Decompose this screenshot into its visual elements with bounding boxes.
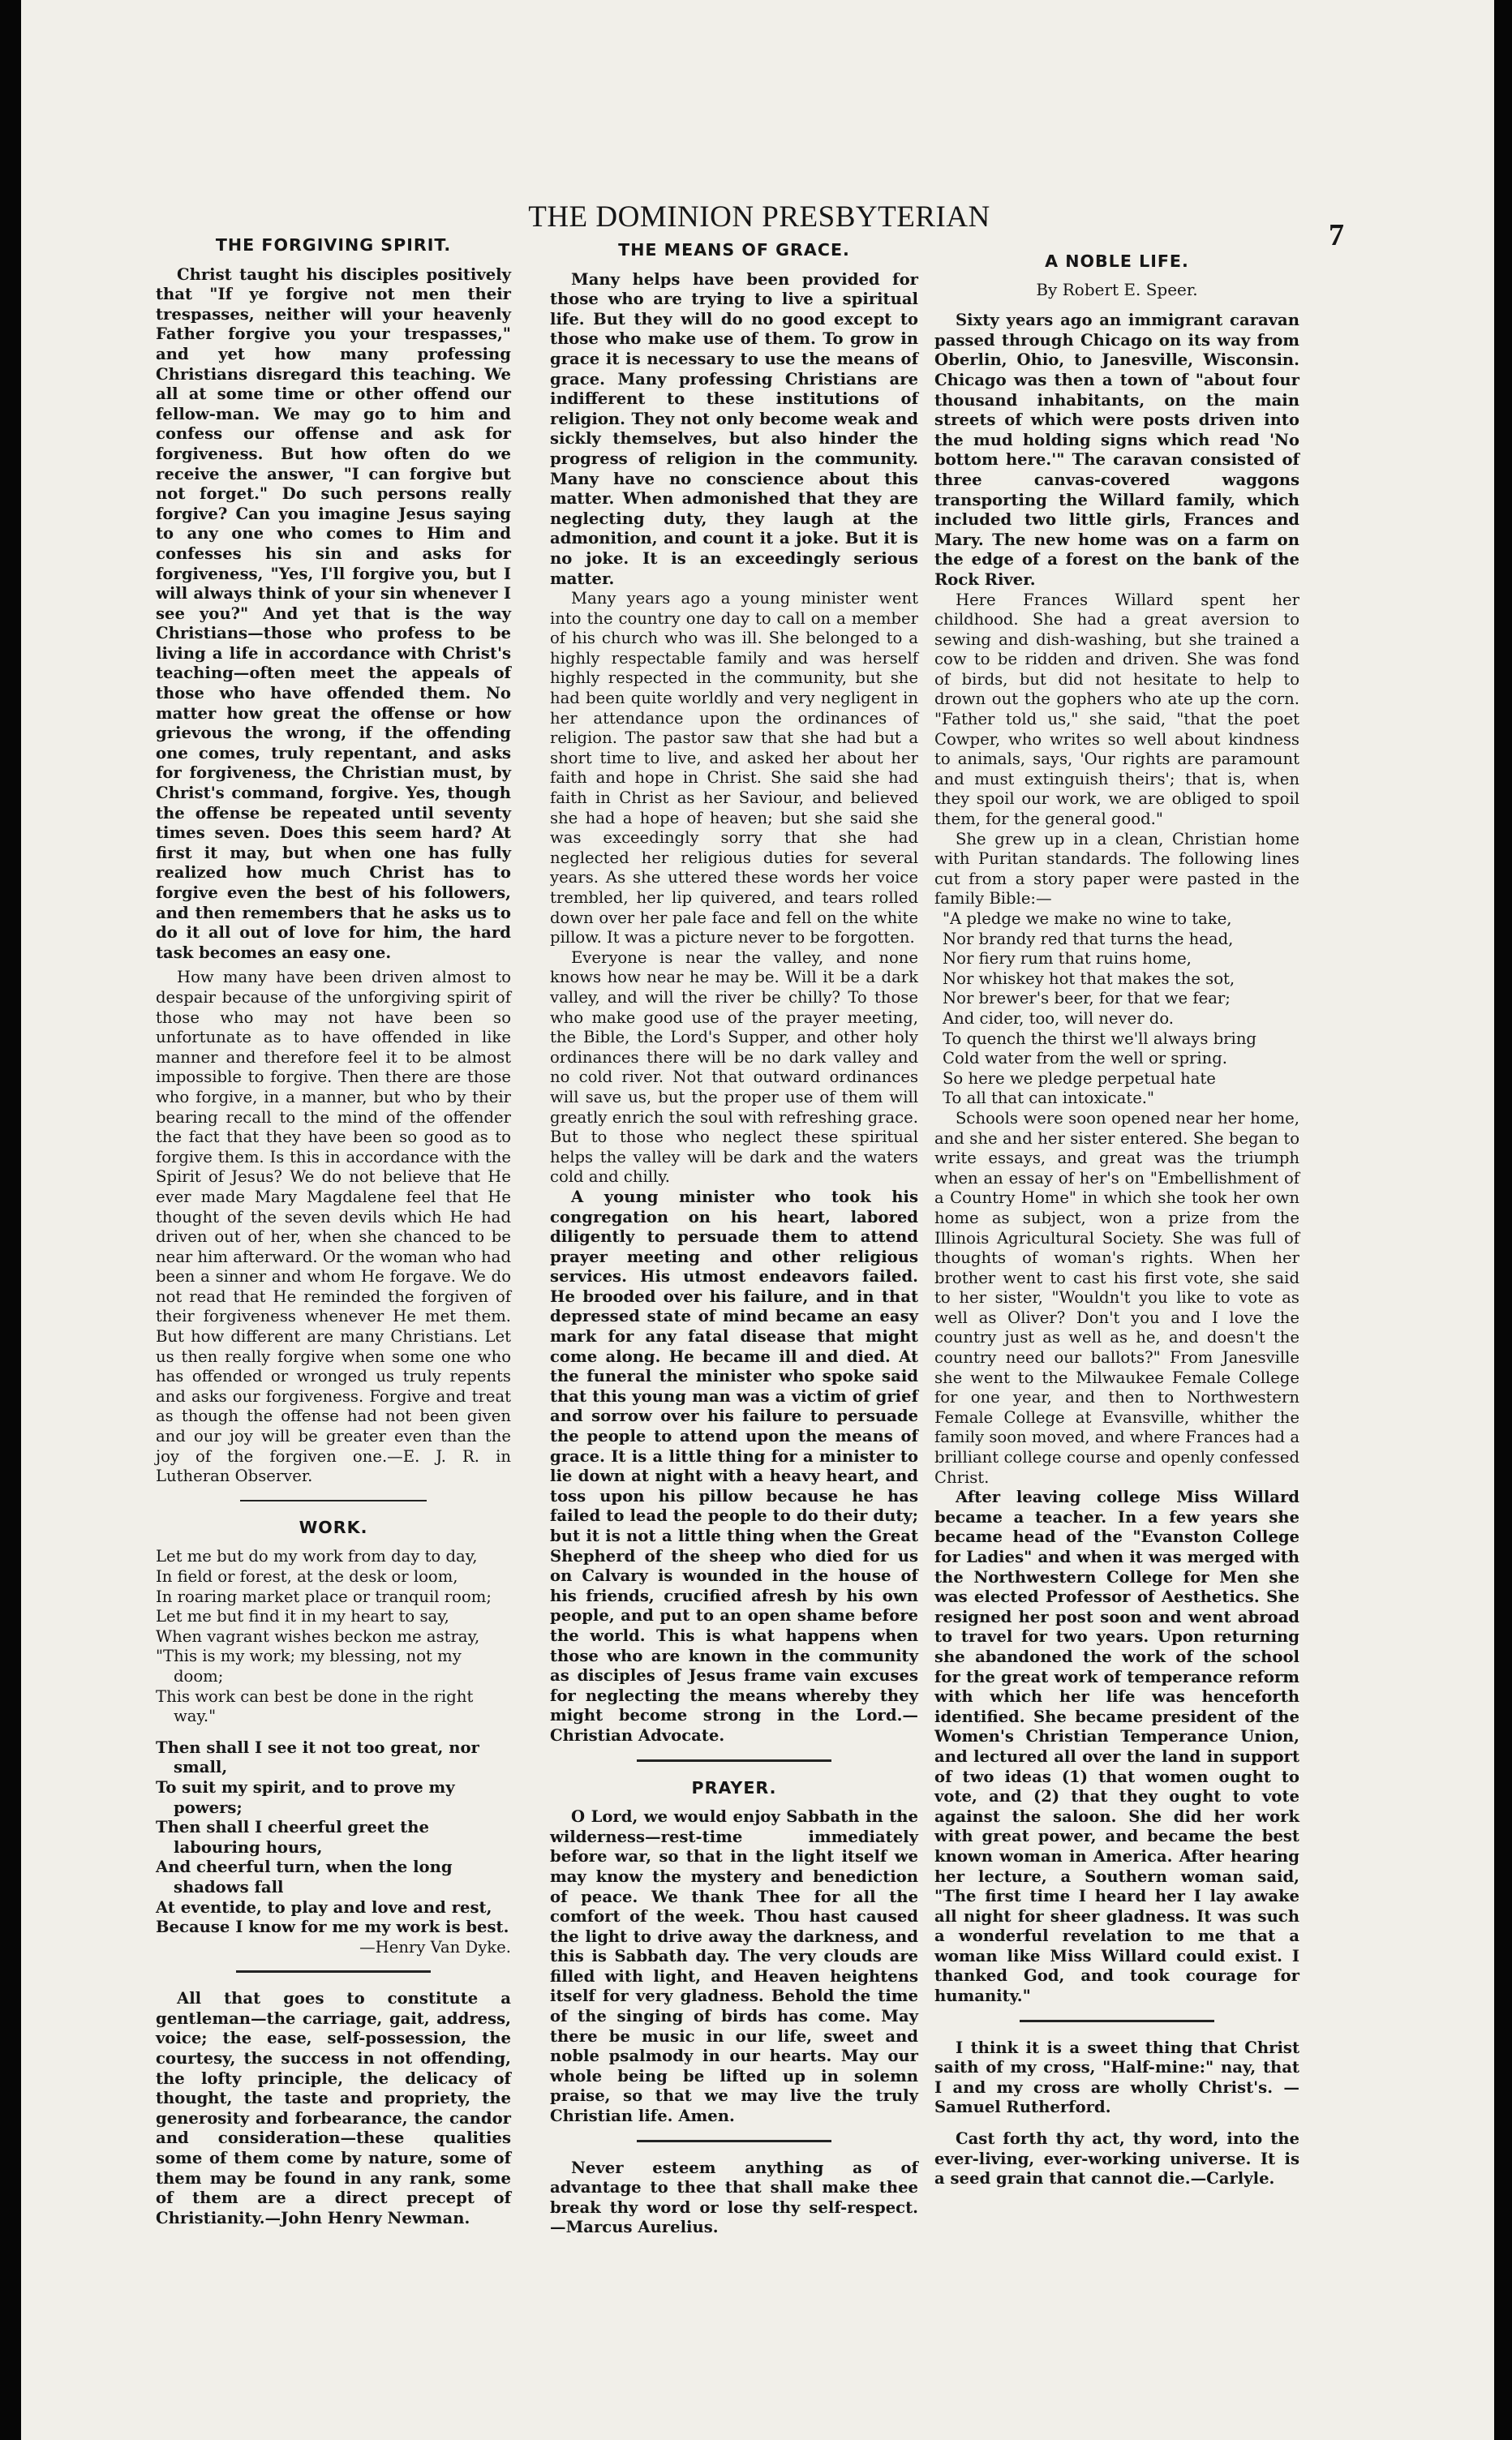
poem-line: To all that can intoxicate." <box>943 1089 1155 1108</box>
heading-means-of-grace: THE MEANS OF GRACE. <box>618 240 850 260</box>
pledge-verse <box>934 909 1299 1109</box>
poem-line: Nor whiskey hot that makes the sot, <box>943 969 1235 988</box>
means-paragraph-3: Everyone is near the valley, and none knows how near he may be. Will it be a dark valley, and will the river be chilly? To those who make good use of the prayer meeting, the Bible, the Lord's Supper, and other holy ordinances there will be no dark valley and no cold river. Not that outward ordinances will save us, but the proper use of them will greatly enrich the soul with refreshing grace. But to those who neglect these spiritual helps the valley will be dark and the waters cold and chilly. <box>550 947 918 1187</box>
poem-line: Then shall I see it not too great, nor small, <box>156 1738 479 1777</box>
means-paragraph-1: Many helps have been provided for those who are trying to live a spiritual life. But they will do no good except to those who make use of them. To grow in grace it is necessary to use the means of grace. Many professing Christians are indifferent to these institutions of religion. They not only become weak and sickly themselves, but also hinder the progress of religion in the community. Many have no conscience about this matter. When admonished that they are neglecting duty, they laugh at the admonition, and count it a joke. But it is no joke. It is an exceedingly serious matter. <box>550 269 918 588</box>
noble-paragraph-5: After leaving college Miss Willard became a teacher. In a few years she became head of the "Evanston College for Ladies" and when it was merged with the Northwestern College for Men she was elected Professor of Aesthetics. She resigned her post soon and went abroad to travel for two years. Upon returning she abandoned the work of the school for the great work of temperance reform with which her life was henceforth identified. She became president of the Women's Christian Temperance Union, and lectured all over the land in support of two ideas (1) that women ought to vote, and (2) that they ought to vote against the saloon. She did her work with great power, and became the best known woman in America. After hearing her lecture, a Southern woman said, "The first time I heard her I lay awake all night for sheer gladness. It was such a wonderful revelation to me that a woman like Miss Willard could exist. I thanked God, and took courage for humanity." <box>934 1488 1299 2006</box>
poem-line: Let me but do my work from day to day, <box>156 1547 478 1566</box>
poem-line: At eventide, to play and love and rest, <box>156 1897 492 1917</box>
rutherford-quote: I think it is a sweet thing that Christ saith of my cross, "Half-mine:" nay, that I and my cross are wholly Christ's. —Samuel Rutherford. <box>934 2038 1299 2117</box>
heading-noble-life: A NOBLE LIFE. <box>1045 251 1189 271</box>
poem-line: This work can best be done in the right way." <box>156 1686 474 1726</box>
poem-line: In roaring market place or tranquil room; <box>156 1587 492 1606</box>
poem-line: "A pledge we make no wine to take, <box>943 909 1232 928</box>
means-paragraph-4: A young minister who took his congregation on his heart, labored diligently to persuade them to attend prayer meeting and other religious services. His utmost endeavors failed. He brooded over his failure, and in that depressed state of mind became an easy mark for any fatal disease that might come along. He became ill and died. At the funeral the minister who spoke said that this young man was a victim of grief and sorrow over his failure to persuade the people to attend upon the means of grace. It is a little thing for a minister to lie down at night with a heavy heart, and toss upon his pillow because he has failed to lead the people to do their duty; but it is not a little thing when the Great Shepherd of the sheep who died for us on Calvary is wounded in the house of his friends, crucified afresh by his own people, and put to an open shame before the world. This is what happens when those who are known in the community as disciples of Jesus frame vain excuses for neglecting the means whereby they might become strong in the Lord.—Christian Advocate. <box>550 1187 918 1745</box>
poem-line: When vagrant wishes beckon me astray, <box>156 1626 480 1646</box>
poem-line: In field or forest, at the desk or loom, <box>156 1567 458 1586</box>
noble-paragraph-3: She grew up in a clean, Christian home with Puritan standards. The following lines cut from a story paper were pasted in the family Bible:— <box>934 829 1299 909</box>
noble-paragraph-2: Here Frances Willard spent her childhood. She had a great aversion to sewing and dish-washing, but she trained a cow to be ridden and driven. She was fond of birds, but did not hesitate to help to drown out the gophers who ate up the corn. "Father told us," she said, "that the poet Cowper, who writes so well about kindness to animals, says, 'Our rights are paramount and must extinguish theirs'; that is, when they spoil our work, we are obliged to spoil them, for the general good." <box>934 590 1299 829</box>
poem-line: To suit my spirit, and to prove my powers; <box>156 1777 455 1817</box>
column-right <box>934 235 1299 2189</box>
prayer-paragraph: O Lord, we would enjoy Sabbath in the wilderness—rest-time immediately before war, so that in the light itself we may know the mystery and benediction of peace. We thank Thee for all the comfort of the week. Thou hast caused the light to drive away the darkness, and this is Sabbath day. The very clouds are filled with light, and Heaven heightens itself for very gladness. Behold the time of the singing of birds has come. May there be music in our life, sweet and noble psalmody in our hearts. May our whole being be lifted up in solemn praise, so that we may live the truly Christian life. Amen. <box>550 1807 918 2126</box>
poem-author: —Henry Van Dyke. <box>359 1937 511 1957</box>
poem-work-stanza-2 <box>156 1738 511 1958</box>
poem-line: Nor brewer's beer, for that we fear; <box>943 989 1231 1008</box>
poem-work-stanza-1 <box>156 1547 511 1726</box>
heading-prayer: PRAYER. <box>691 1777 777 1798</box>
means-paragraph-2: Many years ago a young minister went into the country one day to call on a member of his church who was ill. She belonged to a highly respectable family and was herself highly respected in the community, but she had been quite worldly and very negligent in her attendance upon the ordinances of religion. The pastor saw that she had but a short time to live, and asked her about her faith and hope in Christ. She said she had faith in Christ as her Saviour, and believed she had a hope of heaven; but she said she was exceedingly sorry that she had neglected her religious duties for several years. As she uttered these words her voice trembled, her lip quivered, and tears rolled down over her pale face and fell on the white pillow. It was a picture never to be forgotten. <box>550 589 918 947</box>
poem-line: Let me but find it in my heart to say, <box>156 1607 449 1626</box>
byline: By Robert E. Speer. <box>1036 279 1198 299</box>
poem-line: Then shall I cheerful greet the labouring hours, <box>156 1818 429 1857</box>
divider <box>1020 2020 1214 2022</box>
poem-line: Because I know for me my work is best. <box>156 1918 509 1937</box>
forgiving-paragraph-1: Christ taught his disciples positively that "If ye forgive not men their trespasses, neither will your heavenly Father forgive you your trespasses," and yet how many professing Christians disregard this teaching. We all at some time or other offend our fellow-man. We may go to him and confess our offense and ask for forgiveness. But how often do we receive the answer, "I can forgive but not forget." Do such persons really forgive? Can you imagine Jesus saying to any one who comes to Him and confesses his sin and asks for forgiveness, "Yes, I'll forgive you, but I will always think of your sin whenever I see you?" And yet that is the way Christians—those who profess to be living a life in accordance with Christ's teaching—often meet the appeals of those who have offended them. No matter how great the offense or how grievous the wrong, if the offending one comes, truly repentant, and asks for forgiveness, the Christian must, by Christ's command, forgive. Yes, though the offense be repeated until seventy times seven. Does this seem hard? At first it may, but when one has fully realized how much Christ has to forgive even the best of his followers, and then remembers that he asks us to do it all out of love for him, the hard task becomes an easy one. <box>156 264 511 962</box>
page-number: 7 <box>1329 218 1344 252</box>
divider <box>236 1970 431 1973</box>
divider <box>240 1500 427 1501</box>
poem-line: And cheerful turn, when the long shadows fall <box>156 1858 453 1897</box>
noble-paragraph-1: Sixty years ago an immigrant caravan passed through Chicago on its way from Oberlin, Ohio, to Janesville, Wisconsin. Chicago was then a town of "about four thousand inhabitants, on the main streets of which were posts driven into the mud holding signs which read 'No bottom here.'" The caravan consisted of three canvas-covered waggons transporting the Willard family, which included two little girls, Frances and Mary. The new home was on a farm on the edge of a forest on the bank of the Rock River. <box>934 311 1299 589</box>
aurelius-quote: Never esteem anything as of advantage to thee that shall make thee break thy word or lose thy self-respect. —Marcus Aurelius. <box>550 2158 918 2237</box>
forgiving-paragraph-2: How many have been driven almost to despair because of the unforgiving spirit of those who may not have been so unfortunate as to have offended in like manner and therefore feel it to be almost impossible to forgive. Then there are those who forgive, in a manner, but who by their bearing recall to the mind of the offender the fact that they have been so good as to forgive them. Is this in accordance with the Spirit of Jesus? We do not believe that He ever made Mary Magdalene feel that He thought of the seven devils which He had driven out of her, when she chanced to be near him afterward. Or the woman who had been a sinner and whom He forgave. We do not read that He reminded the forgiven of their forgiveness whenever He met them. But how different are many Christians. Let us then really forgive when some one who has offended or wronged us truly repents and asks our forgiveness. Forgive and treat as though the offense had not been given and our joy will be greater even than the joy of the forgiven one.—E. J. R. in Lutheran Observer. <box>156 968 511 1486</box>
poem-line: Nor brandy red that turns the head, <box>943 929 1234 948</box>
noble-paragraph-4: Schools were soon opened near her home, and she and her sister entered. She began to write essays, and great was the triumph when an essay of her's on "Embellishment of a Country Home" in which she took her own home as subject, won a prize from the Illinois Agricultural Society. She was full of thoughts of woman's rights. When her brother went to cast his first vote, she said to her sister, "Wouldn't you like to vote as well as Oliver? Don't you and I love the country just as well as he, and doesn't the country need our ballots?" From Janesville she went to the Milwaukee Female College for one year, and then to Northwestern Female College at Evansville, whither the family soon moved, and where Frances had a brilliant college course and openly confessed Christ. <box>934 1108 1299 1487</box>
poem-line: And cider, too, will never do. <box>943 1008 1175 1028</box>
newspaper-page <box>21 0 1494 2440</box>
poem-line: "This is my work; my blessing, not my doom; <box>156 1647 462 1686</box>
newman-quote: All that goes to constitute a gentleman—the carriage, gait, address, voice; the ease, self-possession, the courtesy, the success in not offending, the lofty principle, the delicacy of thought, the taste and propriety, the generosity and forbearance, the candor and consideration—these qualities some of them come by nature, some of them may be found in any rank, some of them are a direct precept of Christianity.—John Henry Newman. <box>156 1989 511 2227</box>
divider <box>637 2140 831 2142</box>
divider <box>637 1759 831 1762</box>
column-left <box>156 235 511 2228</box>
carlyle-quote: Cast forth thy act, thy word, into the ever-living, ever-working universe. It is a seed grain that cannot die.—Carlyle. <box>934 2129 1299 2189</box>
poem-line: Nor fiery rum that ruins home, <box>943 949 1192 969</box>
column-middle <box>550 235 918 2238</box>
masthead-title: THE DOMINION PRESBYTERIAN <box>528 200 990 234</box>
poem-line: To quench the thirst we'll always bring <box>943 1029 1256 1048</box>
heading-forgiving-spirit: THE FORGIVING SPIRIT. <box>215 235 452 255</box>
heading-work: WORK. <box>299 1517 368 1537</box>
poem-line: So here we pledge perpetual hate <box>943 1068 1216 1088</box>
poem-line: Cold water from the well or spring. <box>943 1049 1228 1068</box>
